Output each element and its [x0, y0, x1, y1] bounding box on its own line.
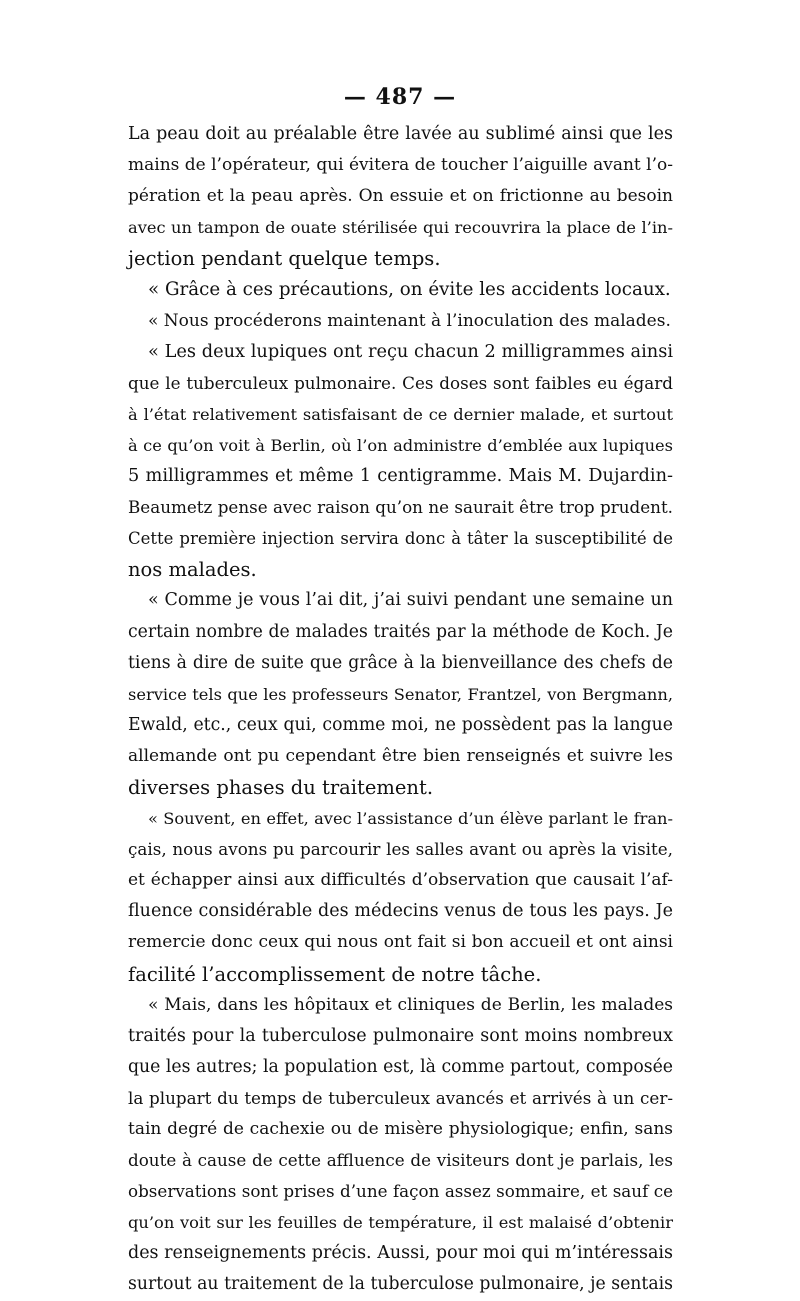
text-line: des renseignements précis. Aussi, pour moi qui m’intéressais — [128, 1243, 673, 1264]
text-line: surtout au traitement de la tuberculose pulmonaire, je sentais — [128, 1274, 673, 1295]
text-line: tiens à dire de suite que grâce à la bienveillance des chefs de — [128, 652, 673, 673]
text-line: qu’on voit sur les feuilles de température, il est malaisé d’obtenir — [128, 1213, 673, 1233]
text-line: çais, nous avons pu parcourir les salles avant ou après la visite, — [128, 839, 673, 860]
text-line: « Souvent, en effet, avec l’assistance d’un élève parlant le fran- — [148, 809, 673, 829]
text-line: la plupart du temps de tuberculeux avancés et arrivés à un cer- — [128, 1087, 673, 1108]
text-line: à ce qu’on voit à Berlin, où l’on administre d’emblée aux lupiques — [128, 435, 673, 455]
text-line: que les autres; la population est, là comme partout, composée — [128, 1056, 673, 1077]
text-line: « Mais, dans les hôpitaux et cliniques de Berlin, les malades — [148, 994, 673, 1015]
text-line: observations sont prises d’une façon assez sommaire, et sauf ce — [128, 1181, 673, 1202]
text-line: doute à cause de cette affluence de visiteurs dont je parlais, les — [128, 1150, 673, 1171]
text-line: « Comme je vous l’ai dit, j’ai suivi pendant une semaine un — [148, 590, 673, 611]
text-line: que le tuberculeux pulmonaire. Ces doses sont faibles eu égard — [128, 372, 673, 393]
text-line: service tels que les professeurs Senator, Frantzel, von Bergmann, — [128, 684, 673, 704]
text-line: facilité l’accomplissement de notre tâche. — [128, 962, 542, 986]
text-line: nos malades. — [128, 558, 257, 582]
text-line: fluence considérable des médecins venus de tous les pays. Je — [128, 901, 673, 922]
text-line: remercie donc ceux qui nous ont fait si bon accueil et ont ainsi — [128, 932, 673, 953]
text-line: La peau doit au préalable être lavée au sublimé ainsi que les — [128, 124, 673, 144]
text-line: 5 milligrammes et même 1 centigramme. Mais M. Dujardin- — [128, 466, 673, 487]
text-line: certain nombre de malades traités par la méthode de Koch. Je — [128, 621, 673, 642]
text-line: mains de l’opérateur, qui évitera de toucher l’aiguille avant l’o- — [128, 155, 673, 176]
text-line: Beaumetz pense avec raison qu’on ne saurait être trop prudent. — [128, 497, 673, 518]
text-line: et échapper ainsi aux difficultés d’observation que causait l’af- — [128, 870, 673, 891]
text-line: avec un tampon de ouate stérilisée qui recouvrira la place de l’in- — [128, 218, 673, 238]
page-number: — 487 — — [343, 84, 457, 110]
text-line: traités pour la tuberculose pulmonaire sont moins nombreux — [128, 1025, 673, 1046]
text-line: « Grâce à ces précautions, on évite les accidents locaux. — [148, 279, 671, 301]
text-line: pération et la peau après. On essuie et on frictionne au besoin — [128, 186, 673, 207]
text-line: « Les deux lupiques ont reçu chacun 2 milligrammes ainsi — [148, 341, 673, 362]
body-text — [128, 119, 673, 1301]
text-line: diverses phases du traitement. — [128, 775, 434, 799]
text-line: Ewald, etc., ceux qui, comme moi, ne possèdent pas la langue — [128, 714, 673, 735]
text-line: à l’état relativement satisfaisant de ce dernier malade, et surtout — [128, 404, 673, 424]
text-line: jection pendant quelque temps. — [128, 247, 441, 271]
text-line: Cette première injection servira donc à tâter la susceptibilité de — [128, 529, 673, 549]
text-line: « Nous procéderons maintenant à l’inoculation des malades. — [148, 310, 671, 331]
text-line: tain degré de cachexie ou de misère physiologique; enfin, sans — [128, 1119, 673, 1139]
text-line: allemande ont pu cependant être bien renseignés et suivre les — [128, 745, 673, 766]
